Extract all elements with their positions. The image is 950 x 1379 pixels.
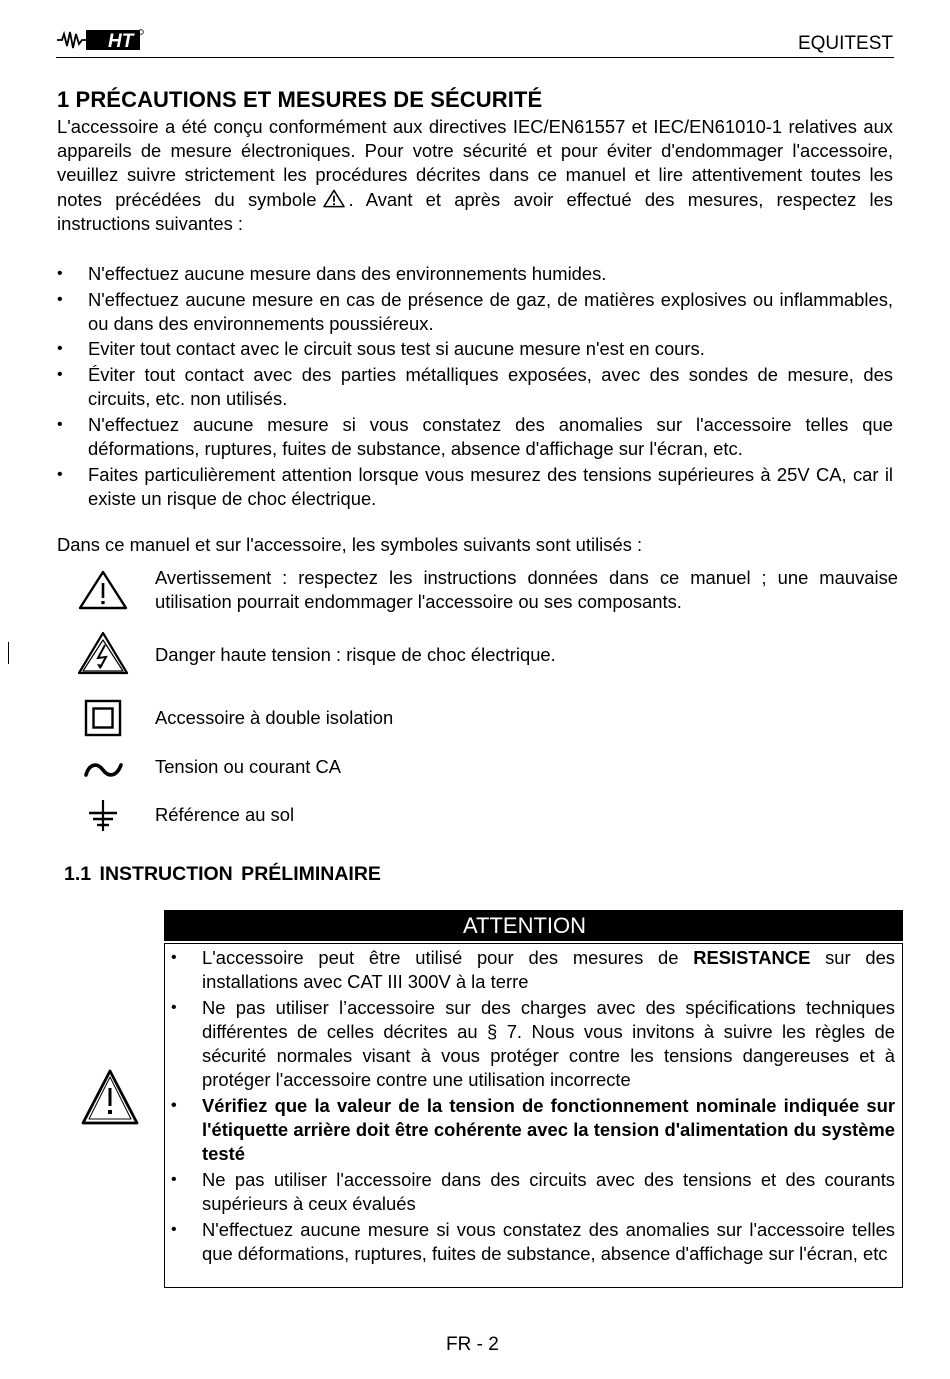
logo-text: HT	[108, 31, 134, 52]
ht-logo-icon	[56, 28, 144, 52]
list-item: • Éviter tout contact avec des parties métalliques exposées, avec des sondes de mesure, des circuits, etc. non utilisés.	[57, 363, 893, 411]
section-title: 1 PRÉCAUTIONS ET MESURES DE SÉCURITÉ	[57, 87, 543, 112]
list-item: • Eviter tout contact avec le circuit sous test si aucune mesure n'est en cours.	[57, 337, 893, 361]
high-voltage-icon	[76, 630, 130, 676]
revision-bar	[8, 642, 9, 664]
list-item	[171, 946, 895, 994]
list-item: • Ne pas utiliser l'accessoire dans des circuits avec des tensions et des courants supérieurs à ceux évalués	[171, 1168, 895, 1216]
list-item: • N'effectuez aucune mesure si vous constatez des anomalies sur l'accessoire telles que déformations, ruptures, fuites de substance, absence d'affichage sur l'écran, etc.	[57, 413, 893, 461]
attention-list	[171, 946, 895, 1268]
symbol-description: Référence au sol	[155, 804, 295, 825]
list-item: • N'effectuez aucune mesure en cas de présence de gaz, de matières explosives ou inflammables, ou dans des environnements poussiéreux.	[57, 288, 893, 336]
item-bold-text: RESISTANCE	[693, 947, 811, 968]
attention-header	[164, 910, 903, 941]
symbol-description: Danger haute tension : risque de choc électrique.	[155, 644, 556, 665]
ac-tilde-icon	[76, 758, 130, 782]
list-item: • Vérifiez que la valeur de la tension de fonctionnement nominale indiquée sur l'étiquette arrière doit être cohérente avec la tension d'alimentation du système testé	[171, 1094, 895, 1167]
header-rule	[56, 57, 894, 58]
list-item: • Ne pas utiliser l’accessoire sur des charges avec des spécifications techniques différentes de celles décrites au § 7. Nous vous invitons à suivre les règles de sécurité normales visant à vous protéger contre les tensions dangereuses et à protéger l'accessoire contre une utilisation incorrecte	[171, 996, 895, 1093]
intro-text-start: L'accessoire a été conçu conformément aux directives IEC/EN61557 et IEC/EN61010-1 relatives aux appareils de mesure électroniques. Pour votre sécurité et pour éviter d'endommager l'accessoire, veuillez suivre strictement les procédures décrites dans ce manuel et lire attentivement toutes les notes précédées du symbole	[57, 116, 893, 210]
symbol-description: Tension ou courant CA	[155, 756, 342, 777]
document-name: EQUITEST	[797, 33, 893, 54]
list-item: • N'effectuez aucune mesure si vous constatez des anomalies sur l'accessoire telles que déformations, ruptures, fuites de substance, absence d'affichage sur l'écran, etc	[171, 1218, 895, 1266]
attention-warning-icon	[80, 1068, 140, 1126]
ground-icon	[76, 798, 130, 834]
symbol-description: Avertissement : respectez les instructions données dans ce manuel ; une mauvaise utilisation pourrait endommager l'accessoire ou ses composants.	[155, 567, 898, 613]
intro-text-end: . Avant et après avoir effectué des mesures, respectez les instructions suivantes :	[57, 188, 893, 234]
double-insulation-icon	[76, 699, 130, 737]
page-number: FR - 2	[446, 1334, 499, 1355]
item-text: L'accessoire peut être utilisé pour des mesures de	[202, 947, 694, 968]
subsection-title: 1.1 INSTRUCTION PRÉLIMINAIRE	[64, 863, 381, 885]
ht-logo	[56, 28, 144, 52]
safety-bullet-list	[57, 262, 893, 512]
warning-triangle-icon	[76, 569, 130, 611]
inline-warning-icon	[322, 189, 346, 208]
intro-paragraph	[57, 115, 893, 236]
list-item: • Faites particulièrement attention lorsque vous mesurez des tensions supérieures à 25V CA, car il existe un risque de choc électrique.	[57, 463, 893, 511]
item-text: sur des installations avec CAT III 300V à la terre	[202, 947, 895, 993]
symbols-intro: Dans ce manuel et sur l'accessoire, les symboles suivants sont utilisés :	[57, 534, 643, 555]
list-item: • N'effectuez aucune mesure dans des environnements humides.	[57, 262, 893, 286]
symbol-description: Accessoire à double isolation	[155, 707, 394, 728]
attention-title: ATTENTION	[463, 913, 587, 938]
